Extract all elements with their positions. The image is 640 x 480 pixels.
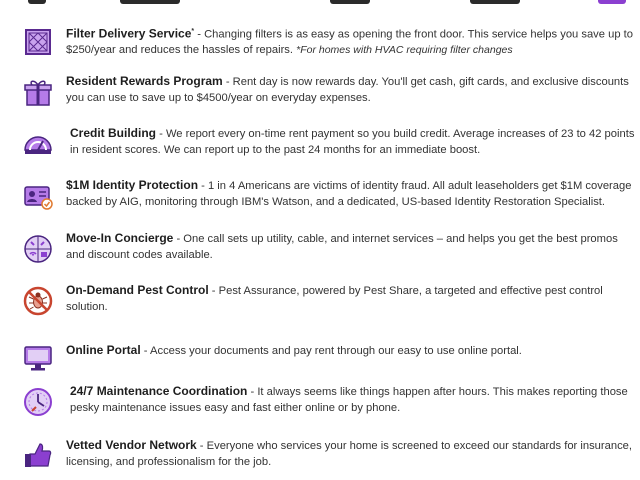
credit-gauge-icon xyxy=(22,128,54,160)
concierge-services-icon xyxy=(22,233,54,265)
service-description: - Everyone who services your home is screened to exceed our standards for insurance, licensing, and professionalism for the job. xyxy=(66,440,632,468)
filter-grid-icon xyxy=(22,26,54,58)
thumbs-up-icon xyxy=(22,440,54,472)
service-footnote: *For homes with HVAC requiring filter changes xyxy=(296,44,513,57)
service-credit-building xyxy=(22,126,635,168)
service-move-in-concierge xyxy=(22,233,622,273)
service-online-portal xyxy=(22,342,622,382)
footnote-mark: * xyxy=(191,28,195,35)
service-resident-rewards xyxy=(22,74,629,116)
gift-box-icon xyxy=(22,76,54,108)
service-title: Resident Rewards Program xyxy=(66,74,223,88)
service-filter-delivery xyxy=(22,26,633,66)
service-description: - One call sets up utility, cable, and internet services – and helps you get the best promos and discount codes available. xyxy=(66,233,618,261)
service-description: - Access your documents and pay rent through our easy to use online portal. xyxy=(140,345,522,357)
service-title: Filter Delivery Service xyxy=(66,26,192,41)
service-title: Vetted Vendor Network xyxy=(66,438,197,452)
service-title: $1M Identity Protection xyxy=(66,178,199,192)
service-vetted-vendor xyxy=(22,438,632,480)
clock-tools-icon xyxy=(22,386,54,418)
service-title: Credit Building xyxy=(70,126,156,140)
no-pest-icon xyxy=(22,285,54,317)
service-description: - It always seems like things happen after hours. This makes reporting those pesky maintenance issues easy and fast either online or by phone. xyxy=(70,386,628,414)
computer-monitor-icon xyxy=(22,342,54,374)
service-description: - We report every on-time rent payment so you build credit. Average increases of 23 to 42 points in resident scores. We can report up to the past 24 months for an immediate boost. xyxy=(70,128,635,156)
service-pest-control xyxy=(22,285,622,325)
service-identity-protection xyxy=(22,178,632,220)
service-title: 24/7 Maintenance Coordination xyxy=(70,384,248,398)
service-description: - 1 in 4 Americans are victims of identity fraud. All adult leaseholders get $1M coverage backed by AIG, monitoring through IBM's Watson, and a dedicated, US-based Identity Restoration Specialist. xyxy=(66,180,632,208)
service-title: Move-In Concierge xyxy=(66,231,174,245)
service-description: - Changing filters is as easy as opening the front door. This service helps you save up to $250/year and reduces the hassles of repairs. xyxy=(66,28,633,57)
service-description: - Rent day is now rewards day. You'll get cash, gift cards, and exclusive discounts you can use to save up to $4500/year on everyday expenses. xyxy=(66,76,629,104)
identity-card-icon xyxy=(22,180,54,212)
service-title: On-Demand Pest Control xyxy=(66,283,209,297)
service-description: - Pest Assurance, powered by Pest Share, a targeted and effective pest control solution. xyxy=(66,285,603,313)
service-title: Online Portal xyxy=(66,343,141,357)
service-maintenance xyxy=(22,384,628,426)
cut-off-heading xyxy=(0,0,640,8)
